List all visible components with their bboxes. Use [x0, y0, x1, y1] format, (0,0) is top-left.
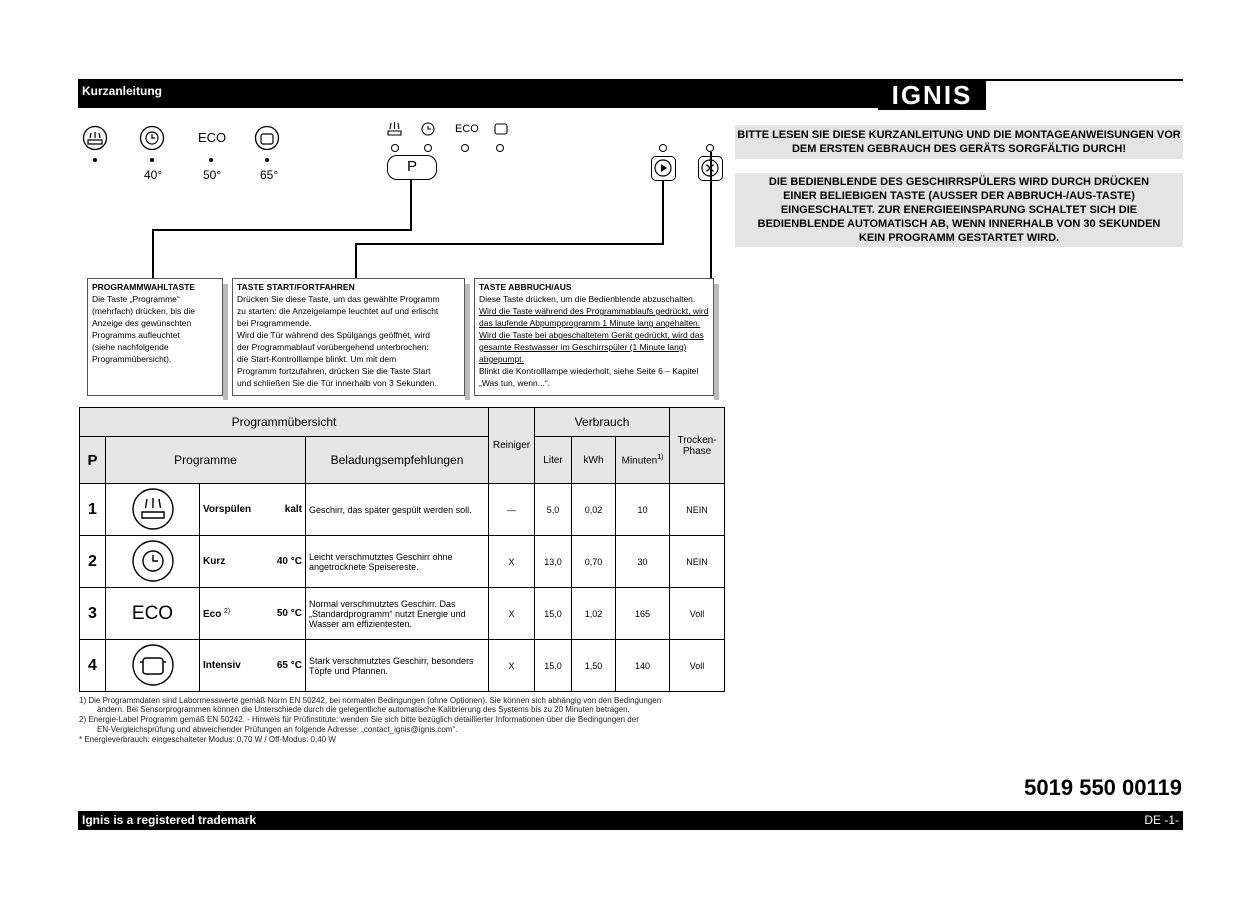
row-program-cell: [200, 640, 306, 692]
program-temp: 50 °C: [276, 607, 302, 619]
box-line: zu starten: die Anzeigelampe leuchtet auf und erlischt: [237, 306, 439, 316]
overview-header: Programmübersicht: [80, 408, 489, 437]
program-lamp: [496, 144, 504, 152]
program-select-box: [87, 278, 223, 396]
box-line: Wird die Taste während des Programmablaufs gedrückt, wird: [479, 306, 709, 316]
kwh-value: 1,02: [572, 588, 616, 640]
load-text: Leicht verschmutztes Geschirr ohne angetrocknete Speisereste.: [306, 536, 489, 588]
brand-box: [878, 79, 1183, 108]
intensive-icon: [254, 125, 280, 151]
intensive-icon: [131, 643, 175, 687]
start-button[interactable]: [651, 156, 676, 181]
indicator-dot: [93, 158, 97, 162]
connector-line: [662, 181, 664, 245]
cancel-lamp: [706, 144, 714, 152]
box-line: Wird die Tür während des Spülgangs geöffnet, wird: [237, 330, 430, 340]
minutes-value: 140: [616, 640, 670, 692]
dry-value: Voll: [670, 588, 725, 640]
quick-wash-icon: [131, 539, 175, 583]
load-text: Geschirr, das später gespült werden soll.: [306, 484, 489, 536]
program-table: [79, 407, 725, 692]
quick-wash-icon: [139, 125, 165, 151]
cancel-box: [474, 278, 714, 396]
trocken-header: Trocken-Phase: [670, 408, 725, 484]
connector-line: [710, 152, 712, 278]
row-number: 3: [80, 588, 106, 640]
program-sup: 2): [223, 607, 231, 615]
verbrauch-header: Verbrauch: [535, 408, 670, 437]
intensive-small-icon: [492, 121, 510, 137]
kwh-header: kWh: [572, 437, 616, 484]
kwh-value: 0,02: [572, 484, 616, 536]
footnote-2: 2) Energie-Label Programm gemäß EN 50242. - Hinweis für Prüfinstitute: wenden Sie sich bitte bezüglich detaillierter Informationen über die Bedingungen der: [79, 715, 639, 724]
box-heading: TASTE START/FORTFAHREN: [237, 282, 355, 292]
kwh-value: 1,50: [572, 640, 616, 692]
indicator-dot: [150, 158, 154, 162]
footer-bar: [78, 811, 1183, 830]
kwh-value: 0,70: [572, 536, 616, 588]
footnote-3: * Energieverbrauch: eingeschalteter Modus: 0,70 W / Off-Modus: 0,40 W: [79, 735, 336, 744]
footnote-1b: ändern. Bei Sensorprogrammen können die Unterschiede durch die gelegentliche automatische Kalibrierung des Systems bis zu 20 Minuten betragen.: [97, 705, 630, 714]
dry-value: Voll: [670, 640, 725, 692]
program-temp: 65 °C: [276, 660, 302, 671]
reiniger-header: Reiniger: [489, 408, 535, 484]
box-line: die Start-Kontrolllampe blinkt. Um mit dem: [237, 354, 397, 364]
box-line: und schließen Sie die Tür innerhalb von 3 Sekunden.: [237, 378, 437, 388]
connector-line: [152, 229, 412, 231]
connector-line: [410, 180, 412, 231]
program-name: Vorspülen: [203, 504, 252, 515]
program-temp: 40 °C: [276, 556, 302, 567]
reiniger-value: X: [489, 536, 535, 588]
notice-panel-info: DIE BEDIENBLENDE DES GESCHIRRSPÜLERS WIRD DURCH DRÜCKEN EINER BELIEBIGEN TASTE (AUSSER DER ABBRUCH-/AUS-TASTE) EINGESCHALTET. ZUR ENERGIEEINSPARUNG SCHALTET SICH DIE BEDIENBLENDE AUTOMATISCH AB, WENN INNERHALB VON 30 SEKUNDEN KEIN PROGRAMM GESTARTET WIRD.: [735, 173, 1183, 247]
box-line: Programmübersicht).: [92, 354, 172, 364]
start-box: [232, 278, 465, 396]
program-lamp: [424, 144, 432, 152]
prewash-icon: [131, 487, 175, 531]
p-header: P: [80, 437, 106, 484]
box-line: Diese Taste drücken, um die Bedienblende abzuschalten.: [479, 294, 696, 304]
temp-label: 65°: [260, 168, 279, 182]
row-number: 2: [80, 536, 106, 588]
prewash-small-icon: [386, 121, 404, 137]
eco-icon: ECO: [106, 588, 200, 640]
temp-label: 40°: [144, 168, 163, 182]
dry-value: NEIN: [670, 536, 725, 588]
minutes-value: 165: [616, 588, 670, 640]
eco-small-icon: ECO: [455, 123, 479, 135]
reiniger-value: —: [489, 484, 535, 536]
table-row: [80, 484, 725, 536]
minutes-value: 10: [616, 484, 670, 536]
connector-line: [152, 229, 154, 278]
liter-header: Liter: [535, 437, 572, 484]
dry-value: NEIN: [670, 484, 725, 536]
row-icon-cell: [106, 640, 200, 692]
temp-label: 50°: [203, 168, 222, 182]
row-number: 4: [80, 640, 106, 692]
program-button[interactable]: P: [387, 155, 437, 180]
box-line: Wird die Taste bei abgeschaltetem Gerät gedrückt, wird das: [479, 330, 704, 340]
reiniger-value: X: [489, 588, 535, 640]
box-line: Blinkt die Kontrolllampe wiederholt, siehe Seite 6 – Kapitel: [479, 366, 699, 376]
footnote-1: 1) Die Programmdaten sind Labormesswerte gemäß Norm EN 50242, bei normalen Bedingungen (ohne Optionen). Sie können sich abhängig von den Bedingungen: [79, 696, 662, 705]
liter-value: 13,0: [535, 536, 572, 588]
load-text: Stark verschmutztes Geschirr, besonders Töpfe und Pfannen.: [306, 640, 489, 692]
program-temp: kalt: [284, 504, 302, 515]
eco-icon: ECO: [198, 130, 227, 145]
row-number: 1: [80, 484, 106, 536]
box-line: gesamte Restwasser im Geschirrspüler (1 Minute lang): [479, 342, 687, 352]
box-line: Programm fortzufahren, drücken Sie die Taste Start: [237, 366, 431, 376]
minuten-label: Minuten: [621, 455, 658, 467]
box-line: das laufende Abpumpprogramm 1 Minute lang angehalten.: [479, 318, 701, 328]
load-text: Normal verschmutztes Geschirr. Das „Standardprogramm“ nutzt Energie und Wasser am effizientesten.: [306, 588, 489, 640]
trademark-text: Ignis is a registered trademark: [82, 813, 257, 827]
row-program-cell: [200, 484, 306, 536]
liter-value: 15,0: [535, 640, 572, 692]
header-bar: [78, 79, 1183, 108]
box-line: Drücken Sie diese Taste, um das gewählte Programm: [237, 294, 440, 304]
box-line: (mehrfach) drücken, bis die: [92, 306, 195, 316]
section-title: Kurzanleitung: [82, 84, 162, 98]
play-icon: [652, 157, 674, 179]
start-lamp: [659, 144, 667, 152]
box-heading: TASTE ABBRUCH/AUS: [479, 282, 572, 292]
box-line: bei Programmende.: [237, 318, 312, 328]
indicator-dot: [265, 158, 269, 162]
program-name: Intensiv: [203, 660, 241, 671]
table-row: [80, 588, 725, 640]
notice-read-first: BITTE LESEN SIE DIESE KURZANLEITUNG UND DIE MONTAGEANWEISUNGEN VOR DEM ERSTEN GEBRAUCH DES GERÄTS SORGFÄLTIG DURCH!: [735, 125, 1183, 159]
indicator-dot: [209, 158, 213, 162]
beladung-header: Beladungsempfehlungen: [306, 437, 489, 484]
programme-header: Programme: [106, 437, 306, 484]
box-line: Programms aufleuchtet: [92, 330, 180, 340]
prewash-icon: [82, 125, 108, 151]
minuten-sup: 1): [657, 453, 664, 461]
box-line: Die Taste „Programme“: [92, 294, 180, 304]
box-line: abgepumpt.: [479, 354, 524, 364]
program-lamp: [391, 144, 399, 152]
row-program-cell: [200, 588, 306, 640]
minutes-value: 30: [616, 536, 670, 588]
program-name: Eco: [203, 608, 222, 620]
liter-value: 5,0: [535, 484, 572, 536]
part-number: 5019 550 00119: [1024, 775, 1182, 800]
connector-line: [355, 243, 664, 245]
program-lamp: [461, 144, 469, 152]
table-row: [80, 640, 725, 692]
box-line: (siehe nachfolgende: [92, 342, 169, 352]
box-line: Anzeige des gewünschten: [92, 318, 192, 328]
page-title: Programmtabelle: [1014, 82, 1182, 107]
box-line: der Programmablauf vorübergehend unterbrochen:: [237, 342, 429, 352]
row-icon-cell: [106, 536, 200, 588]
connector-line: [355, 243, 357, 278]
row-icon-cell: [106, 484, 200, 536]
box-line: „Was tun, wenn...“.: [479, 378, 551, 388]
ignis-logo: IGNIS: [878, 81, 986, 110]
reiniger-value: X: [489, 640, 535, 692]
table-row: [80, 536, 725, 588]
row-program-cell: [200, 536, 306, 588]
quick-small-icon: [417, 121, 437, 137]
page-number: DE -1-: [1144, 813, 1179, 827]
liter-value: 15,0: [535, 588, 572, 640]
minuten-header: [616, 437, 670, 484]
program-name: Kurz: [203, 556, 226, 567]
box-heading: PROGRAMMWAHLTASTE: [92, 282, 196, 292]
footnote-2b: EN-Vergleichsprüfung und abweichender Prüfungen an folgende Adresse: „contact_ignis@ignis.com“.: [97, 725, 458, 734]
